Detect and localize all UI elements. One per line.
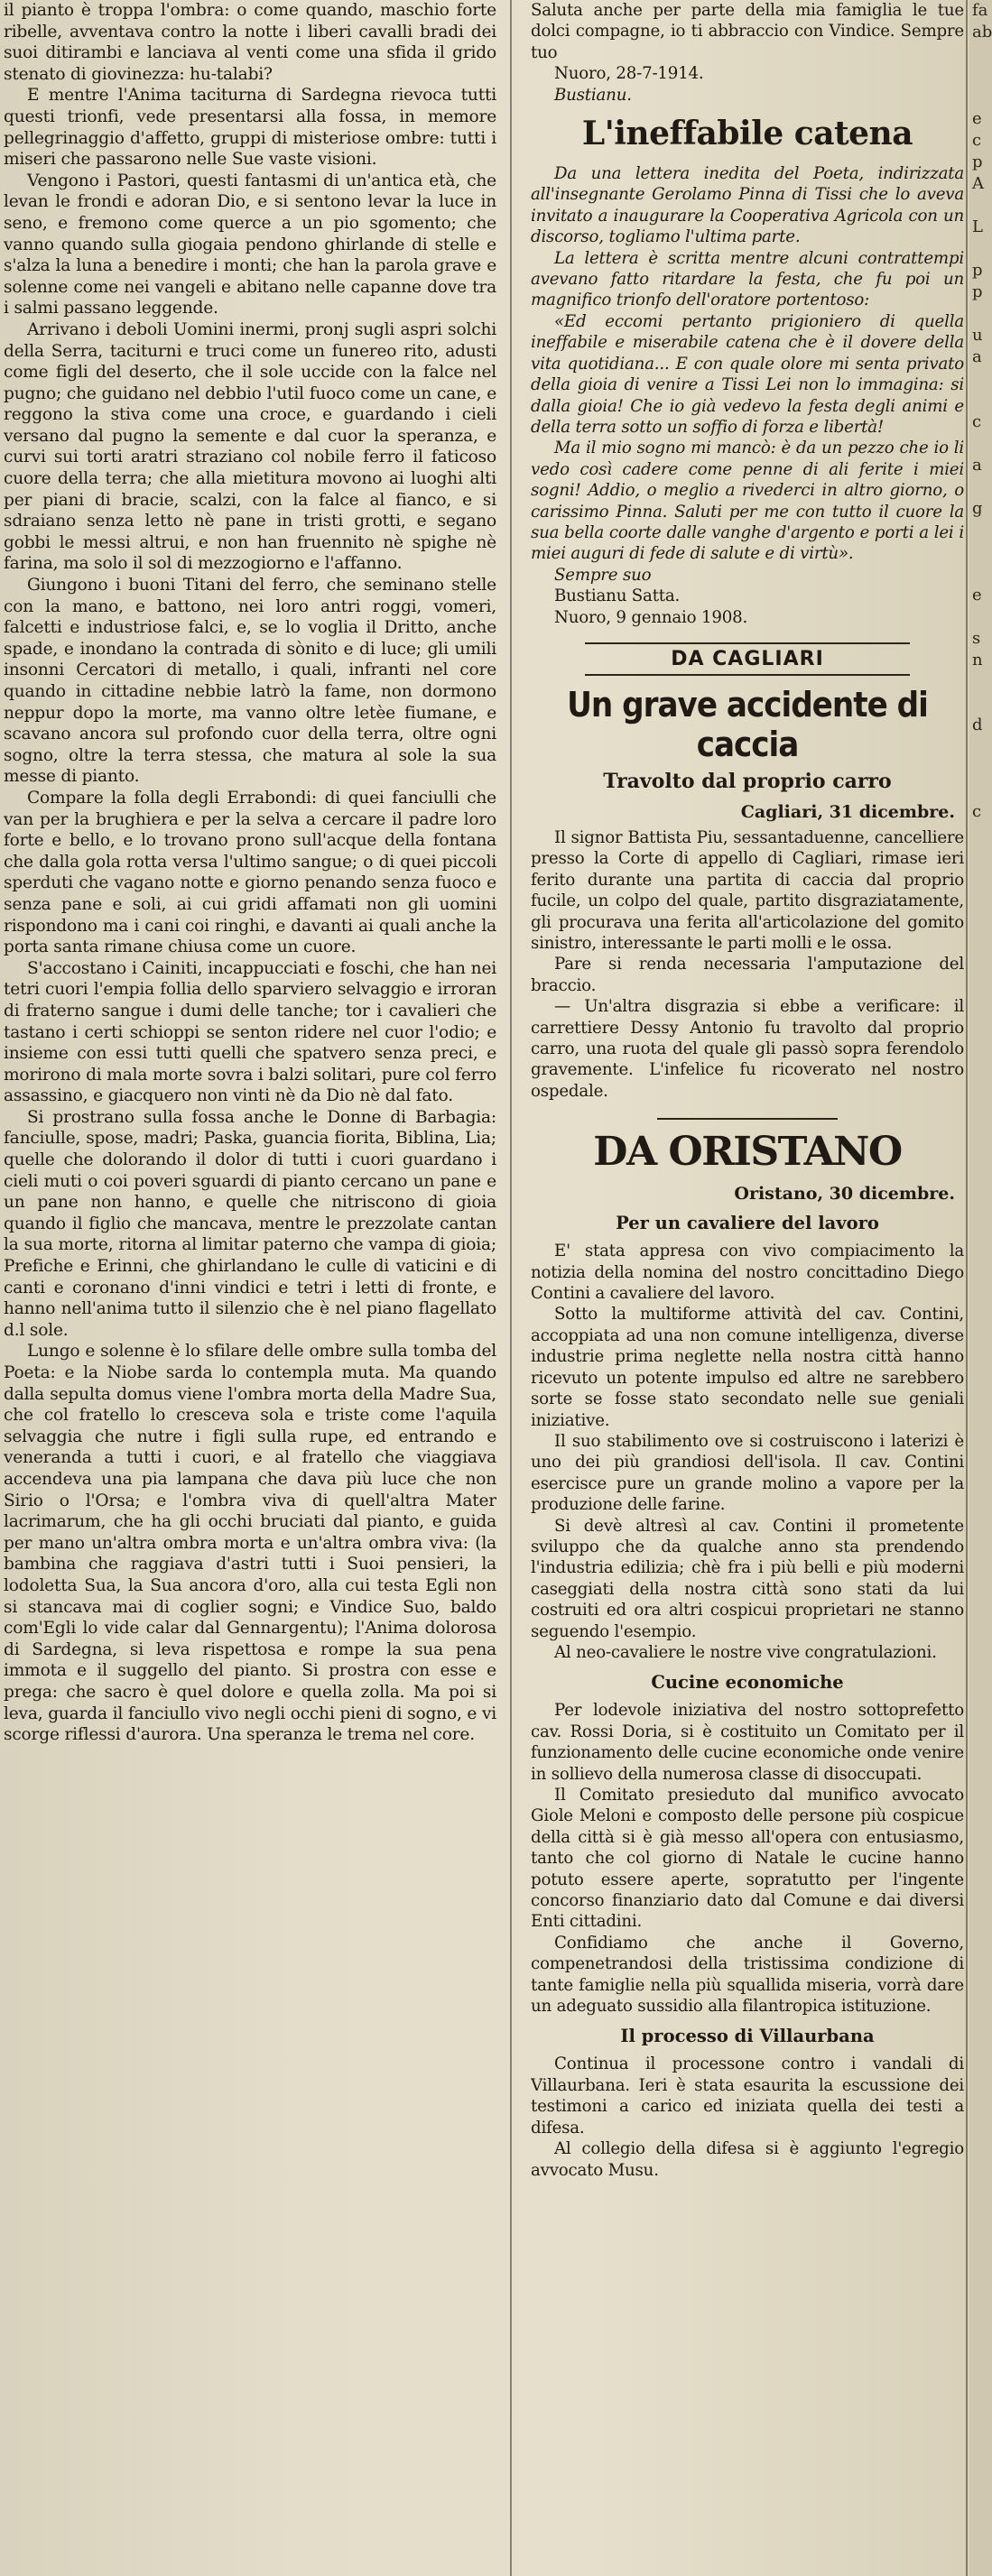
dateline: Cagliari, 31 dicembre. — [740, 801, 955, 822]
edge-fragment: u — [972, 326, 983, 345]
paragraph: Lungo e solenne è lo sfilare delle ombre sulla tomba del Poeta: e la Niobe sarda lo contempla muta. Ma quando dalla sepulta domus viene l'ombra morta della Madre Sua, che col fratello lo cresceva sola e triste come l'aquila selvaggia che nutre i figli sulla rupe, ed entrando e veneranda a tutti i cuori, e al fratello che viaggiava accendeva una pia lampana che dava più luce che non Sirio o l'Orsa; e l'ombra viva di quell'altra Mater lacrimarum, che ha gli occhi bruciati dal pianto, e guida per mano un'altra ombra morta e un'altra ombra viva: (la bambina che raggiava d'astri tutti i Suoi pensieri, la lodoletta Sua, la Sua ancora d'oro, alla cui testa Egli non si stancava mai di coglier sogni; e Vindice Suo, baldo com'Egli lo vide calar dal Gennargentu); l'Anima dolorosa di Sardegna, si leva rispettosa e rompe la sua pena immota e il suggello del pianto. Si prostra con esse e prega: che sacro è quel dolore e quella zolla. Ma poi si leva, guarda il fanciullo vivo negli occhi pieni di sogno, e vi scorge riflessi d'aurora. Una speranza le trema nel core. — [4, 1342, 496, 1745]
edge-fragment — [969, 541, 992, 563]
edge-fragment: p — [972, 282, 983, 301]
edge-fragment — [969, 758, 992, 780]
edge-fragment: g — [972, 499, 983, 518]
edge-fragment — [969, 43, 992, 65]
paragraph: Confidiamo che anche il Governo, compenetrandosi della tristissima condizione di tante famiglie nella più squallida miseria, vorrà dare un adeguato sussidio alla filantropica istituzione. — [531, 1933, 964, 2017]
edge-fragment: d — [972, 716, 983, 734]
edge-fragment — [969, 520, 992, 541]
edge-fragment — [969, 195, 992, 217]
edge-fragment — [969, 780, 992, 801]
letter-quote: «Ed eccomi pertanto prigioniero di quella ineffabile e miserabile catena che è il dovere della vita quotidiana... E con quale olore mi senta privato della gioia di venire a Tissi Lei non lo immagina: si dalla gioia! Che io già vedevo la festa degli animi e della terra sotto un soffio di forza e libertà! — [531, 311, 964, 437]
edge-fragment: e — [972, 109, 982, 128]
edge-fragment — [969, 671, 992, 693]
section-heading-cagliari: DA CAGLIARI — [585, 642, 910, 676]
article-intro: La lettera è scritta mentre alcuni contrattempi avevano fatto ritardare la festa, che fu poi un magnifico trionfo dell'oratore portentoso: — [531, 248, 964, 310]
paragraph: Al neo-cavaliere le nostre vive congratulazioni. — [554, 1642, 937, 1662]
edge-fragment: L — [972, 217, 983, 236]
edge-fragment: A — [972, 174, 984, 193]
edge-fragment: ab — [972, 23, 992, 42]
clipped-edge-column — [969, 0, 992, 2576]
paragraph: Il suo stabilimento ove si costruiscono i laterizi è uno dei più grandiosi dell'isola. Il cav. Contini esercisce pure un grande molino a vapore per la produzione delle farine. — [531, 1431, 964, 1515]
edge-fragment — [969, 888, 992, 909]
letter-date: Nuoro, 9 gennaio 1908. — [554, 607, 748, 627]
edge-fragment: s — [972, 629, 981, 648]
paragraph: Per lodevole iniziativa del nostro sottoprefetto cav. Rossi Doria, si è costituito un Comitato per il funzionamento delle cucine economiche onde venire in sollievo della numerosa classe di disoccupati. — [531, 1701, 964, 1784]
column-rule — [966, 0, 968, 2576]
subheadline: Per un cavaliere del lavoro — [616, 1213, 879, 1234]
edge-fragment — [969, 563, 992, 585]
edge-fragment — [969, 390, 992, 411]
paragraph: E mentre l'Anima taciturna di Sardegna rievoca tutti questi trionfi, vede presentarsi alla fossa, in memore pellegrinaggio d'affetto, gruppi di misteriose ombre: tutti i miseri che passarono nelle Sue vaste visioni. — [4, 86, 496, 170]
paragraph: Giungono i buoni Titani del ferro, che seminano stelle con la mano, e battono, nei loro antri roggi, vomeri, falcetti e industriose falci, e, se lo voglia il Dritto, anche spade, e inondano la contrada di sònito e di luce; gli umili insonni Cercatori di metallo, i quali, infranti nel core quando in cittadine nebbie latrò la fame, non dormono neppur dopo la morte, ma vanno oltre letèe fiumane, e scavano ancora sul profondo cuor della terra, oltre ogni sogno, oltre la terra stessa, che matura al sole la sua messe di pianto. — [4, 576, 496, 787]
letter-quote: Ma il mio sogno mi mancò: è da un pezzo che io li vedo così cadere come penne di ali ferite i miei sogni! Addio, o meglio a rivederci in altro giorno, o carissimo Pinna. Saluti per me con tutto il cuore la sua bella coorte dalle vanghe d'argento e porti a lei i miei auguri di fede di salute e di virtù». — [531, 439, 964, 564]
section-heading-oristano: DA ORISTANO — [593, 1129, 902, 1176]
edge-fragment — [969, 238, 992, 260]
paragraph: Si prostrano sulla fossa anche le Donne di Barbagia: fanciulle, spose, madri; Paska, guancia fiorita, Biblina, Lia; quelle che dolorando il dolor di tutti i cuori guardano i cieli muti o coi poveri sguardi di pianto cercano un pane e un pane non hanno, e quelle che nitriscono di gioia quando il figlio che mancava, mentre le prezzolate cantan la sua morte, ritorna al limitar paterno che vampa di gioia; Prefiche e Erinni, che ghirlandano le culle di vaticini e di canti e coronano d'inni vindici e tetri i letti di fronte, e hanno nell'anima tutto il silenzio che è nel piano flagellato d.l sole. — [4, 1107, 496, 1340]
paragraph: Il Comitato presieduto dal munifico avvocato Giole Meloni e composto delle persone più cospicue della città si è già messo all'opera con entusiasmo, tanto che col giorno di Natale le cucine hanno potuto essere aperte, sopratutto per l'ingente concorso finanziario dato dal Comune e dai diversi Enti cittadini. — [531, 1786, 964, 1932]
letter-signature: Bustianu. — [554, 85, 632, 105]
paragraph: Sotto la multiforme attività del cav. Contini, accoppiata ad una non comune intelligenza, diverse industrie prima neglette nella nostra città hanno ricevuto un potente impulso ed altre ne sarebbero sorte se fosse stato secondato nelle sue geniali iniziative. — [531, 1305, 964, 1430]
letter-signature: Bustianu Satta. — [554, 586, 681, 606]
edge-fragment — [969, 693, 992, 715]
paragraph: E' stata appresa con vivo compiacimento la notizia della nomina del nostro concittadino Diego Contini a cavaliere del lavoro. — [531, 1242, 964, 1304]
letter-date: Nuoro, 28-7-1914. — [554, 64, 704, 84]
edge-fragment: a — [972, 347, 982, 366]
divider — [657, 1118, 838, 1120]
left-column — [4, 0, 496, 2576]
edge-fragment — [969, 845, 992, 866]
paragraph: Compare la folla degli Errabondi: di quei fanciulli che van per la brughiera e per la selva a cercare il padre loro forte e bello, e lo trovano prono sull'acque della fontana che dalla gola rotta versa l'ultimo sangue; o di quei piccoli sperduti che vagano notte e giorno penando senza fuoco e senza pane e soli, ai cui gridi affamati non gli uomini rispondono ma i cani coi ringhi, e davanti ai quali anche la porta santa rimane chiusa come un cuore. — [4, 788, 496, 957]
subheadline: Cucine economiche — [651, 1672, 844, 1694]
headline-accidente-caccia: Un grave accidente di caccia — [567, 684, 928, 764]
paragraph: Vengono i Pastori, questi fantasmi di un'antica età, che levan le frondi e adoran Dio, e si sentono levar la luce in seno, e fremono come querce a un pio sgomento; che vanno quando sulla giogaia pendono ghirlande di stelle e s'alza la luna a benedire i monti; che han la parola grave e solenne come nei vangeli e abitano nelle capanne dove tra i salmi passano leggende. — [4, 171, 496, 319]
edge-fragment: c — [972, 412, 982, 431]
edge-fragment — [969, 433, 992, 455]
edge-fragment: c — [972, 802, 982, 821]
dateline: Oristano, 30 dicembre. — [734, 1184, 955, 1205]
edge-fragment — [969, 303, 992, 325]
paragraph: Il signor Battista Piu, sessantaduenne, cancelliere presso la Corte di appello di Cagliari, rimase ieri ferito durante una partita di caccia dal proprio fucile, un colpo del quale, partito disgraziatamente, gli procurava una ferita all'articolazione del gomito sinistro, interessante le parti molli e le ossa. — [531, 827, 964, 953]
edge-fragment: e — [972, 586, 982, 605]
paragraph: — Un'altra disgrazia si ebbe a verificare: il carrettiere Dessy Antonio fu travolto dal proprio carro, una ruota del quale gli passò sopra ferendolo gravemente. L'infelice fu ricoverato nel nostro ospedale. — [531, 997, 964, 1101]
paragraph: Pare si renda necessaria l'amputazione del braccio. — [531, 955, 964, 995]
edge-fragment: n — [972, 651, 983, 669]
paragraph: S'accostano i Cainiti, incappucciati e foschi, che han nei tetri cuori l'empia follia dello sparviero selvaggio e irroran di fraterno sangue i dumi delle tanche; tor i cavalieri che tastano i certi schioppi se senton ridere nel cuor l'odio; e insieme con essi tutti quelli che spatvero senza preci, e morirono di mala morte sovra i balzi solitari, pure col ferro assassino, e giacquero non vinti nè da Dio nè dal fato. — [4, 958, 496, 1106]
edge-fragment: a — [972, 456, 982, 475]
paragraph: il pianto è troppa l'ombra: o come quando, maschio forte ribelle, avventava contro la notte i liberi cavalli bradi dei suoi ditirambi e lanciava al venti come una sfida il grido stenato di giovinezza: hu-talabi? — [4, 1, 496, 84]
edge-fragment — [969, 65, 992, 87]
edge-fragment: p — [972, 152, 983, 171]
edge-fragment — [969, 368, 992, 390]
edge-fragment — [969, 866, 992, 888]
paragraph: Arrivano i deboli Uomini inermi, pronj sugli aspri solchi della Serra, taciturni e truci come un funereo rito, adusti come figli del deserto, che il sole uccide con la falce nel pugno; che guidano nel debbio l'util fuoco come un cane, e reggono la stiva come una croce, e guardando i cieli versano dal pugno la semente e dal cuor la speranza, e curvi sui torti aratri strazianο col nobile ferro il faticoso cuore della terra; che alla mietitura movono ai luoghi alti per piani di bracie, scalzi, con la falce al fianco, e si sdraiano senza letto nè pane in tristi grotti, e segano gobbi le messi altrui, e non han fruennito nè spighe nè farina, ma solo il sol di mezzogiorno e l'affanno. — [4, 319, 496, 574]
edge-fragment: c — [972, 131, 982, 150]
edge-fragment — [969, 909, 992, 931]
article-intro: Da una lettera inedita del Poeta, indirizzata all'insegnante Gerolamo Pinna di Tissi che lo aveva invitato a inaugurare la Cooperativa Agricola con un discorso, togliamo l'ultima parte. — [531, 164, 964, 247]
edge-fragment: fa — [972, 1, 988, 20]
edge-fragment — [969, 476, 992, 498]
letter-intro: Saluta anche per parte della mia famiglia le tue dolci compagne, io ti abbraccio con Vindice. Sempre tuo — [531, 1, 964, 62]
subheadline: Travolto dal proprio carro — [603, 769, 892, 793]
edge-fragment — [969, 931, 992, 953]
edge-fragment — [969, 736, 992, 758]
letter-closing: Sempre suo — [554, 565, 652, 585]
middle-column — [531, 0, 964, 2576]
edge-fragment: p — [972, 261, 983, 280]
column-rule — [510, 0, 512, 2576]
edge-fragment — [969, 87, 992, 108]
paragraph: Al collegio della difesa si è aggiunto l'egregio avvocato Musu. — [531, 2139, 964, 2180]
subheadline: Il processo di Villaurbana — [620, 2026, 875, 2047]
paragraph: Continua il processone contro i vandali di Villaurbana. Ieri è stata esaurita la escussione dei testimoni a carico ed iniziata quella dei testi a difesa. — [531, 2054, 964, 2137]
headline-ineffabile-catena: L'ineffabile catena — [581, 115, 913, 153]
paragraph: Si devè altresì al cav. Contini il prometente sviluppo che da qualche anno sta prendendo l'industria edilizia; chè fra i più belli e più moderni caseggiati della nostra città sono stati da lui costruiti ed ora altri cospicui proprietari ne stanno seguendo l'esempio. — [531, 1516, 964, 1641]
edge-fragment — [969, 823, 992, 845]
edge-fragment — [969, 606, 992, 628]
